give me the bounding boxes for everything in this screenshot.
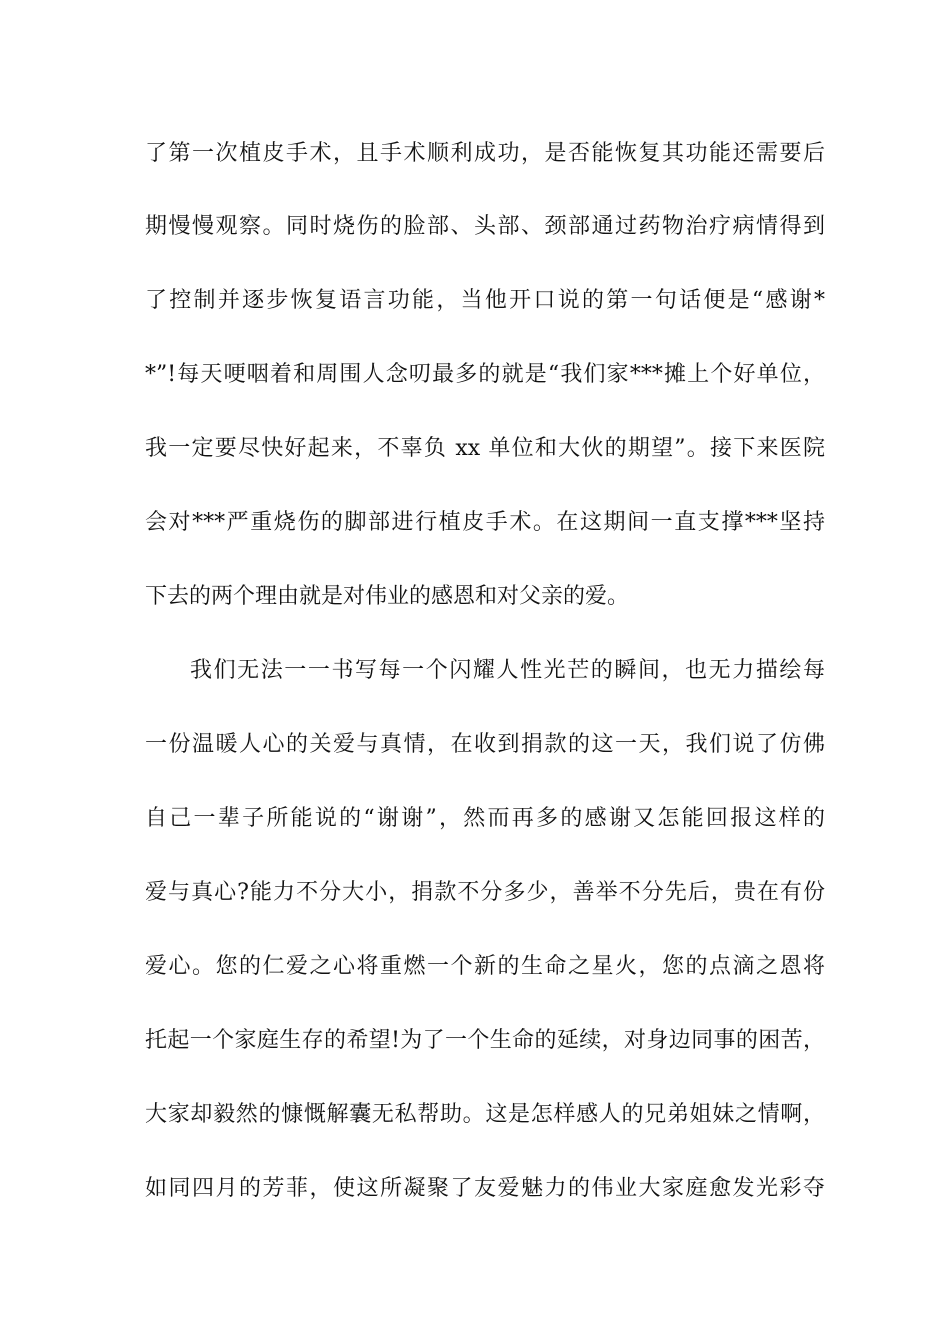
paragraph-line-10: 自己一辈子所能说的“谢谢”，然而再多的感谢又怎能回报这样的	[145, 806, 825, 831]
paragraph-line-3: 了控制并逐步恢复语言功能，当他开口说的第一句话便是“感谢*	[145, 288, 825, 313]
paragraph-line-1: 了第一次植皮手术，且手术顺利成功，是否能恢复其功能还需要后	[145, 141, 825, 166]
paragraph-line-4: *”!每天哽咽着和周围人念叨最多的就是“我们家***摊上个好单位，	[145, 362, 825, 387]
paragraph-line-7: 下去的两个理由就是对伟业的感恩和对父亲的爱。	[145, 584, 630, 609]
paragraph-line-15: 如同四月的芳菲，使这所凝聚了友爱魅力的伟业大家庭愈发光彩夺	[145, 1176, 825, 1201]
paragraph-line-6: 会对***严重烧伤的脚部进行植皮手术。在这期间一直支撑***坚持	[145, 510, 825, 535]
paragraph-line-13: 托起一个家庭生存的希望!为了一个生命的延续，对身边同事的困苦，	[145, 1028, 825, 1053]
paragraph-line-5: 我一定要尽快好起来，不辜负 xx 单位和大伙的期望”。接下来医院	[145, 436, 825, 461]
paragraph-line-9: 一份温暖人心的关爱与真情，在收到捐款的这一天，我们说了仿佛	[145, 732, 825, 757]
paragraph-line-11: 爱与真心?能力不分大小，捐款不分多少，善举不分先后，贵在有份	[145, 880, 825, 905]
paragraph-line-14: 大家却毅然的慷慨解囊无私帮助。这是怎样感人的兄弟姐妹之情啊，	[145, 1102, 825, 1127]
paragraph-line-2: 期慢慢观察。同时烧伤的脸部、头部、颈部通过药物治疗病情得到	[145, 214, 825, 239]
paragraph-line-12: 爱心。您的仁爱之心将重燃一个新的生命之星火，您的点滴之恩将	[145, 954, 825, 979]
paragraph-line-8: 我们无法一一书写每一个闪耀人性光芒的瞬间，也无力描绘每	[190, 658, 825, 683]
